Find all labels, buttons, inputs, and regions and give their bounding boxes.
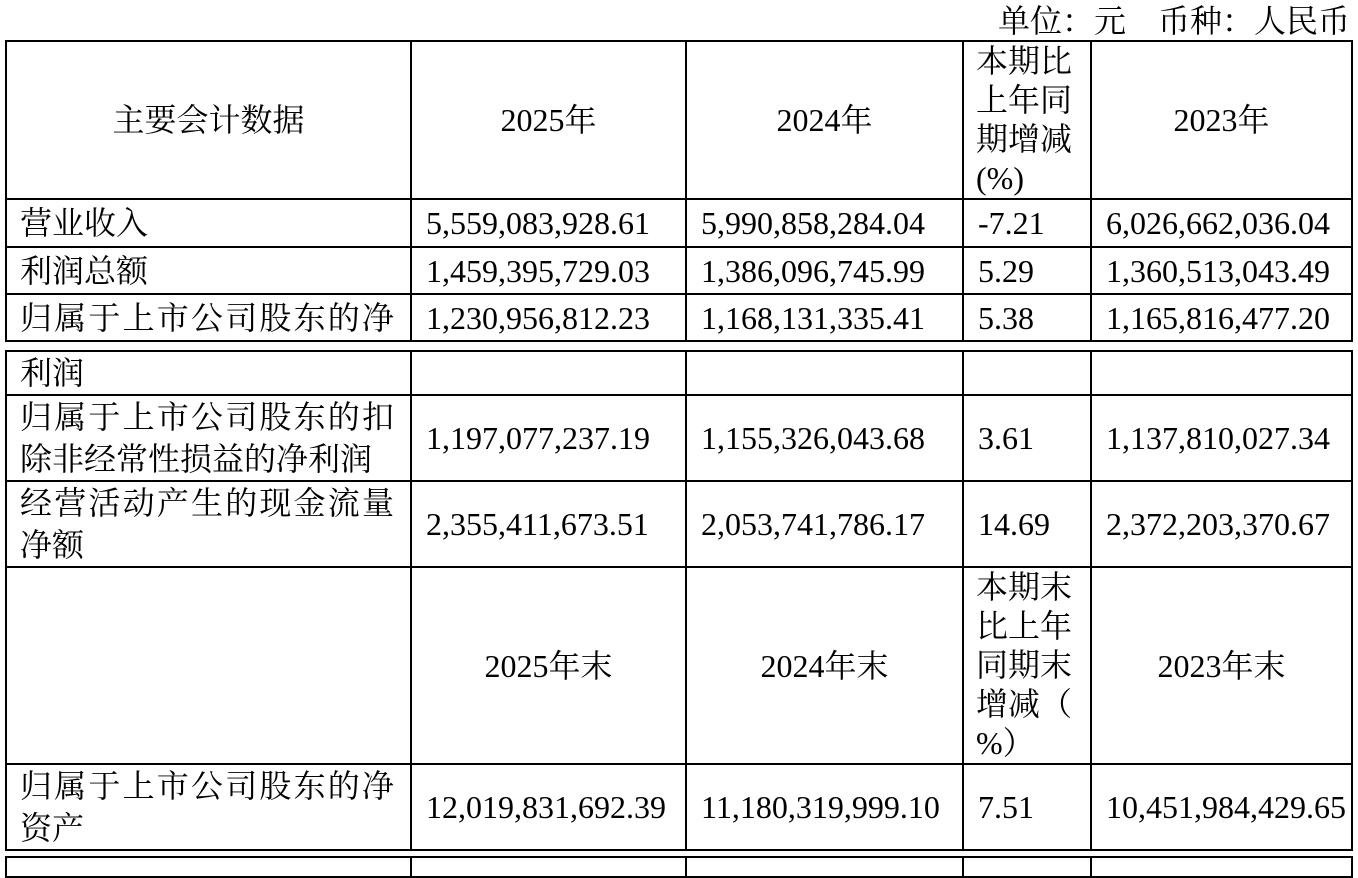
row-operating-cash-flow [6,481,1352,567]
key-accounting-data-document [5,40,1353,878]
clipped-cell [686,857,963,877]
row-label: 营业收入 [6,199,411,247]
cell-2023-value: 1,137,810,027.34 [1091,395,1352,481]
header-year-2024: 2024年 [686,41,963,199]
cell-2023-value: 2,372,203,370.67 [1091,481,1352,567]
header-end-2024: 2024年末 [686,567,963,764]
header-change-vs-prior-year-end: 本期末比上年同期末增减（%） [963,567,1091,764]
accounting-table-section-3-clipped [5,856,1353,878]
unit-currency-caption: 单位：元 币种：人民币 [997,3,1350,39]
cell-2025-value: 5,559,083,928.61 [411,199,686,247]
cell-change-value [963,351,1091,395]
cell-2024-value: 5,990,858,284.04 [686,199,963,247]
cell-2024-value: 1,386,096,745.99 [686,247,963,294]
cell-2025-value [411,351,686,395]
table-header-row [6,41,1352,199]
cell-2023-value: 1,360,513,043.49 [1091,247,1352,294]
header-year-2025: 2025年 [411,41,686,199]
cell-change-value: 5.29 [963,247,1091,294]
clipped-cell [963,857,1091,877]
row-label: 归属于上市公司股东的净资产 [6,764,411,850]
cell-2025-value: 1,459,395,729.03 [411,247,686,294]
cell-change-value: 3.61 [963,395,1091,481]
cell-2025-value: 2,355,411,673.51 [411,481,686,567]
header-end-2023: 2023年末 [1091,567,1352,764]
header-main-accounting-data: 主要会计数据 [6,41,411,199]
header-empty-cell [6,567,411,764]
row-label: 归属于上市公司股东的净 [6,294,411,341]
row-label: 利润 [6,351,411,395]
row-operating-revenue [6,199,1352,247]
cell-2023-value: 10,451,984,429.65 [1091,764,1352,850]
cell-2025-value: 1,197,077,237.19 [411,395,686,481]
row-net-profit-attributable-part2 [6,351,1352,395]
cell-2025-value: 1,230,956,812.23 [411,294,686,341]
cell-2023-value: 1,165,816,477.20 [1091,294,1352,341]
row-label: 经营活动产生的现金流量净额 [6,481,411,567]
accounting-table-section-1 [5,40,1353,342]
row-label: 利润总额 [6,247,411,294]
clipped-row [6,857,1352,877]
cell-change-value: 7.51 [963,764,1091,850]
header-end-2025: 2025年末 [411,567,686,764]
cell-2024-value: 1,168,131,335.41 [686,294,963,341]
cell-2024-value: 11,180,319,999.10 [686,764,963,850]
cell-change-value: 14.69 [963,481,1091,567]
cell-change-value: -7.21 [963,199,1091,247]
row-net-assets-attributable [6,764,1352,850]
row-label: 归属于上市公司股东的扣除非经常性损益的净利润 [6,395,411,481]
cell-2024-value: 2,053,741,786.17 [686,481,963,567]
accounting-table-section-2 [5,350,1353,851]
clipped-cell [411,857,686,877]
row-net-profit-attributable-part1 [6,294,1352,341]
clipped-cell [6,857,411,877]
cell-change-value: 5.38 [963,294,1091,341]
cell-2023-value: 6,026,662,036.04 [1091,199,1352,247]
table-header-row-year-end [6,567,1352,764]
cell-2025-value: 12,019,831,692.39 [411,764,686,850]
header-year-2023: 2023年 [1091,41,1352,199]
row-total-profit [6,247,1352,294]
clipped-cell [1091,857,1352,877]
header-change-vs-prior-period: 本期比上年同期增减(%) [963,41,1091,199]
cell-2024-value: 1,155,326,043.68 [686,395,963,481]
row-net-profit-excluding-nonrecurring [6,395,1352,481]
cell-2024-value [686,351,963,395]
cell-2023-value [1091,351,1352,395]
